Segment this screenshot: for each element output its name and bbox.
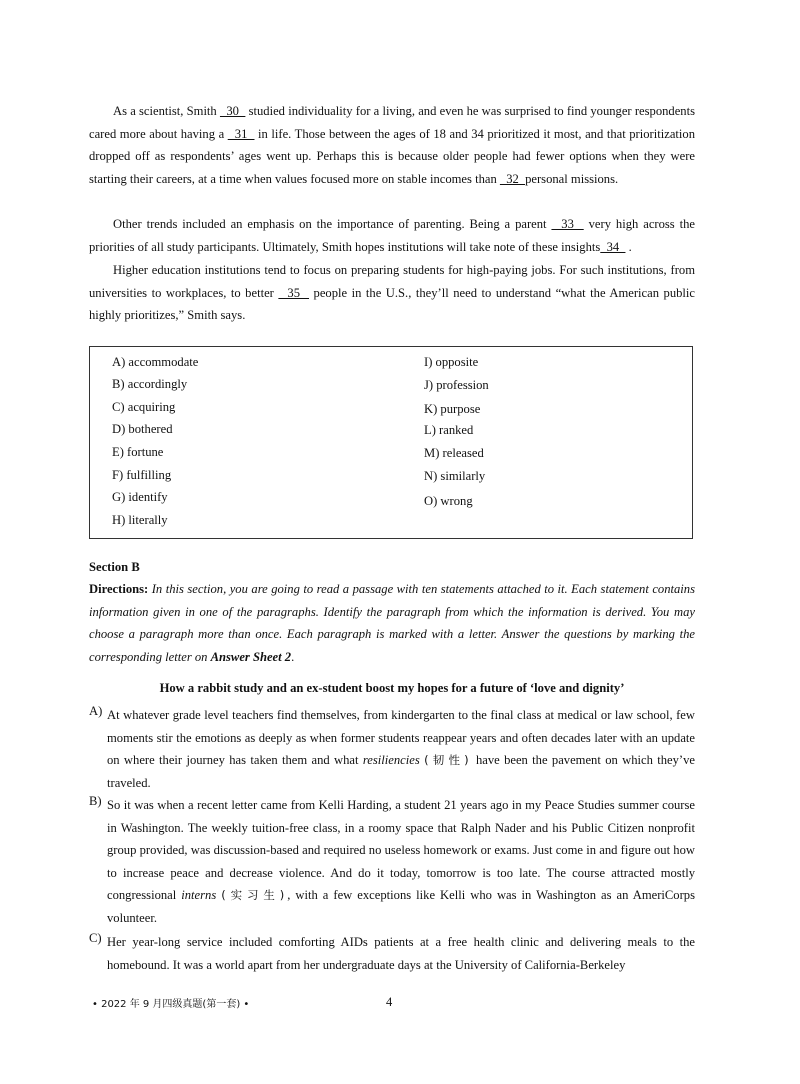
blank-32: 32	[499, 171, 526, 186]
paragraph-c	[89, 931, 695, 976]
word-option-h: H) literally	[112, 513, 168, 527]
paragraph-a	[89, 704, 695, 794]
word-option-c: C) acquiring	[112, 400, 176, 414]
text-run: people in the U.S., they’ll need to understand “what the American public highly prioritizes,” Smith says.	[89, 285, 696, 323]
text-run: Her year-long service included comforting AIDs patients at a free health clinic and delivering meals to the homebound. It was a world apart from her undergraduate days at the University of California-Berkeley	[107, 935, 695, 972]
text-run: personal missions.	[525, 171, 619, 186]
directions-text: In this section, you are going to read a passage with ten statements attached to it. Each statement contains information given in one of the paragraphs. Identify the paragraph from which the information is derived. You may choose a paragraph more than once. Each paragraph is marked with a letter. Answer the questions by marking the corresponding letter on	[89, 582, 695, 664]
word-option-f: F) fulfilling	[112, 468, 172, 482]
paragraph-label: C)	[89, 931, 102, 945]
word-option-j: J) profession	[424, 378, 489, 392]
passage-title: How a rabbit study and an ex-student boost my hopes for a future of ‘love and dignity’	[159, 681, 625, 695]
paragraph-label: B)	[89, 794, 102, 808]
paragraph-text	[107, 704, 695, 794]
text-run: in life. Those between the ages of 18 and 34 prioritized it most, and that prioritization dropped off as respondents’ ages went up. Perhaps this is because older people had fewer options when they were starting their careers, at a time when values focused more on stable incomes than	[89, 126, 695, 186]
directions-label: Directions:	[89, 582, 149, 596]
paragraph-text	[107, 794, 695, 930]
paragraph-text	[107, 931, 695, 976]
chinese-gloss: (韧性)	[424, 753, 472, 768]
text-run: Other trends included an emphasis on the importance of parenting. Being a parent	[113, 217, 552, 231]
section-directions	[89, 578, 695, 668]
word-option-e: E) fortune	[112, 445, 164, 459]
text-run: very high across the priorities of all study participants. Ultimately, Smith hopes institutions will take note of these insights	[89, 217, 696, 254]
word-option-l: L) ranked	[424, 423, 474, 437]
word-option-n: N) similarly	[424, 469, 486, 483]
word-option-b: B) accordingly	[112, 377, 188, 391]
word-option-o: O) wrong	[424, 494, 473, 508]
passage-paragraph-2	[89, 213, 695, 258]
paragraph-label: A)	[89, 704, 103, 718]
text-run: studied individuality for a living, and even he was surprised to find younger respondents cared more about having a	[89, 104, 695, 141]
word-option-k: K) purpose	[424, 402, 481, 416]
text-run: .	[291, 649, 295, 664]
blank-31: 31	[227, 126, 255, 141]
word-option-m: M) released	[424, 446, 484, 460]
blank-33: 33	[551, 217, 584, 231]
word-option-a: A) accommodate	[112, 355, 199, 369]
text-run: have been the pavement on which they’ve traveled.	[107, 753, 695, 790]
text-run: So it was when a recent letter came from Kelli Harding, a student 21 years ago in my Peace Studies summer course in Washington. The weekly tuition-free class, in a roomy space that Ralph Nader and his Public Citizen nonprofit group provided, was discussion-based and required no useless homework or exams. Just come in and figure out how to increase peace and decrease violence. And do it today, tomorrow is too late. The course attracted mostly congressional	[107, 798, 695, 903]
text-run: .	[625, 239, 632, 254]
word-option-i: I) opposite	[424, 355, 479, 369]
word-option-g: G) identify	[112, 490, 168, 504]
emphasized-term: resiliencies	[362, 753, 420, 768]
paragraph-b	[89, 794, 695, 930]
footer-text: • 2022 年 9 月四级真题(第一套) •	[92, 999, 250, 1010]
footer-exam-label	[92, 995, 249, 1010]
text-run: , with a few exceptions like Kelli who was in Washington as an AmeriCorps volunteer.	[107, 888, 695, 925]
chinese-gloss: (实习生)	[221, 888, 288, 903]
blank-30: 30	[219, 104, 246, 118]
text-run: At whatever grade level teachers find themselves, from kindergarten to the final class at medical or law school, few moments stir the emotions as deeply as when former students reappear years and often decades later with an update on where their journey has taken them and what	[107, 708, 695, 768]
word-option-d: D) bothered	[112, 422, 173, 436]
text-run: Higher education institutions tend to focus on preparing students for high-paying jobs. For such institutions, from universities to workplaces, to better	[89, 263, 695, 300]
answer-sheet-label: Answer Sheet 2	[210, 649, 292, 664]
emphasized-term: interns	[181, 888, 217, 903]
word-bank-box	[89, 346, 693, 539]
text-run: As a scientist, Smith	[113, 104, 220, 118]
passage-paragraph-1	[89, 100, 695, 190]
section-heading: Section B	[89, 560, 140, 574]
blank-34: 34	[600, 239, 626, 254]
blank-35: 35	[278, 285, 310, 300]
page-number: 4	[386, 995, 393, 1009]
passage-paragraph-3	[89, 259, 695, 327]
